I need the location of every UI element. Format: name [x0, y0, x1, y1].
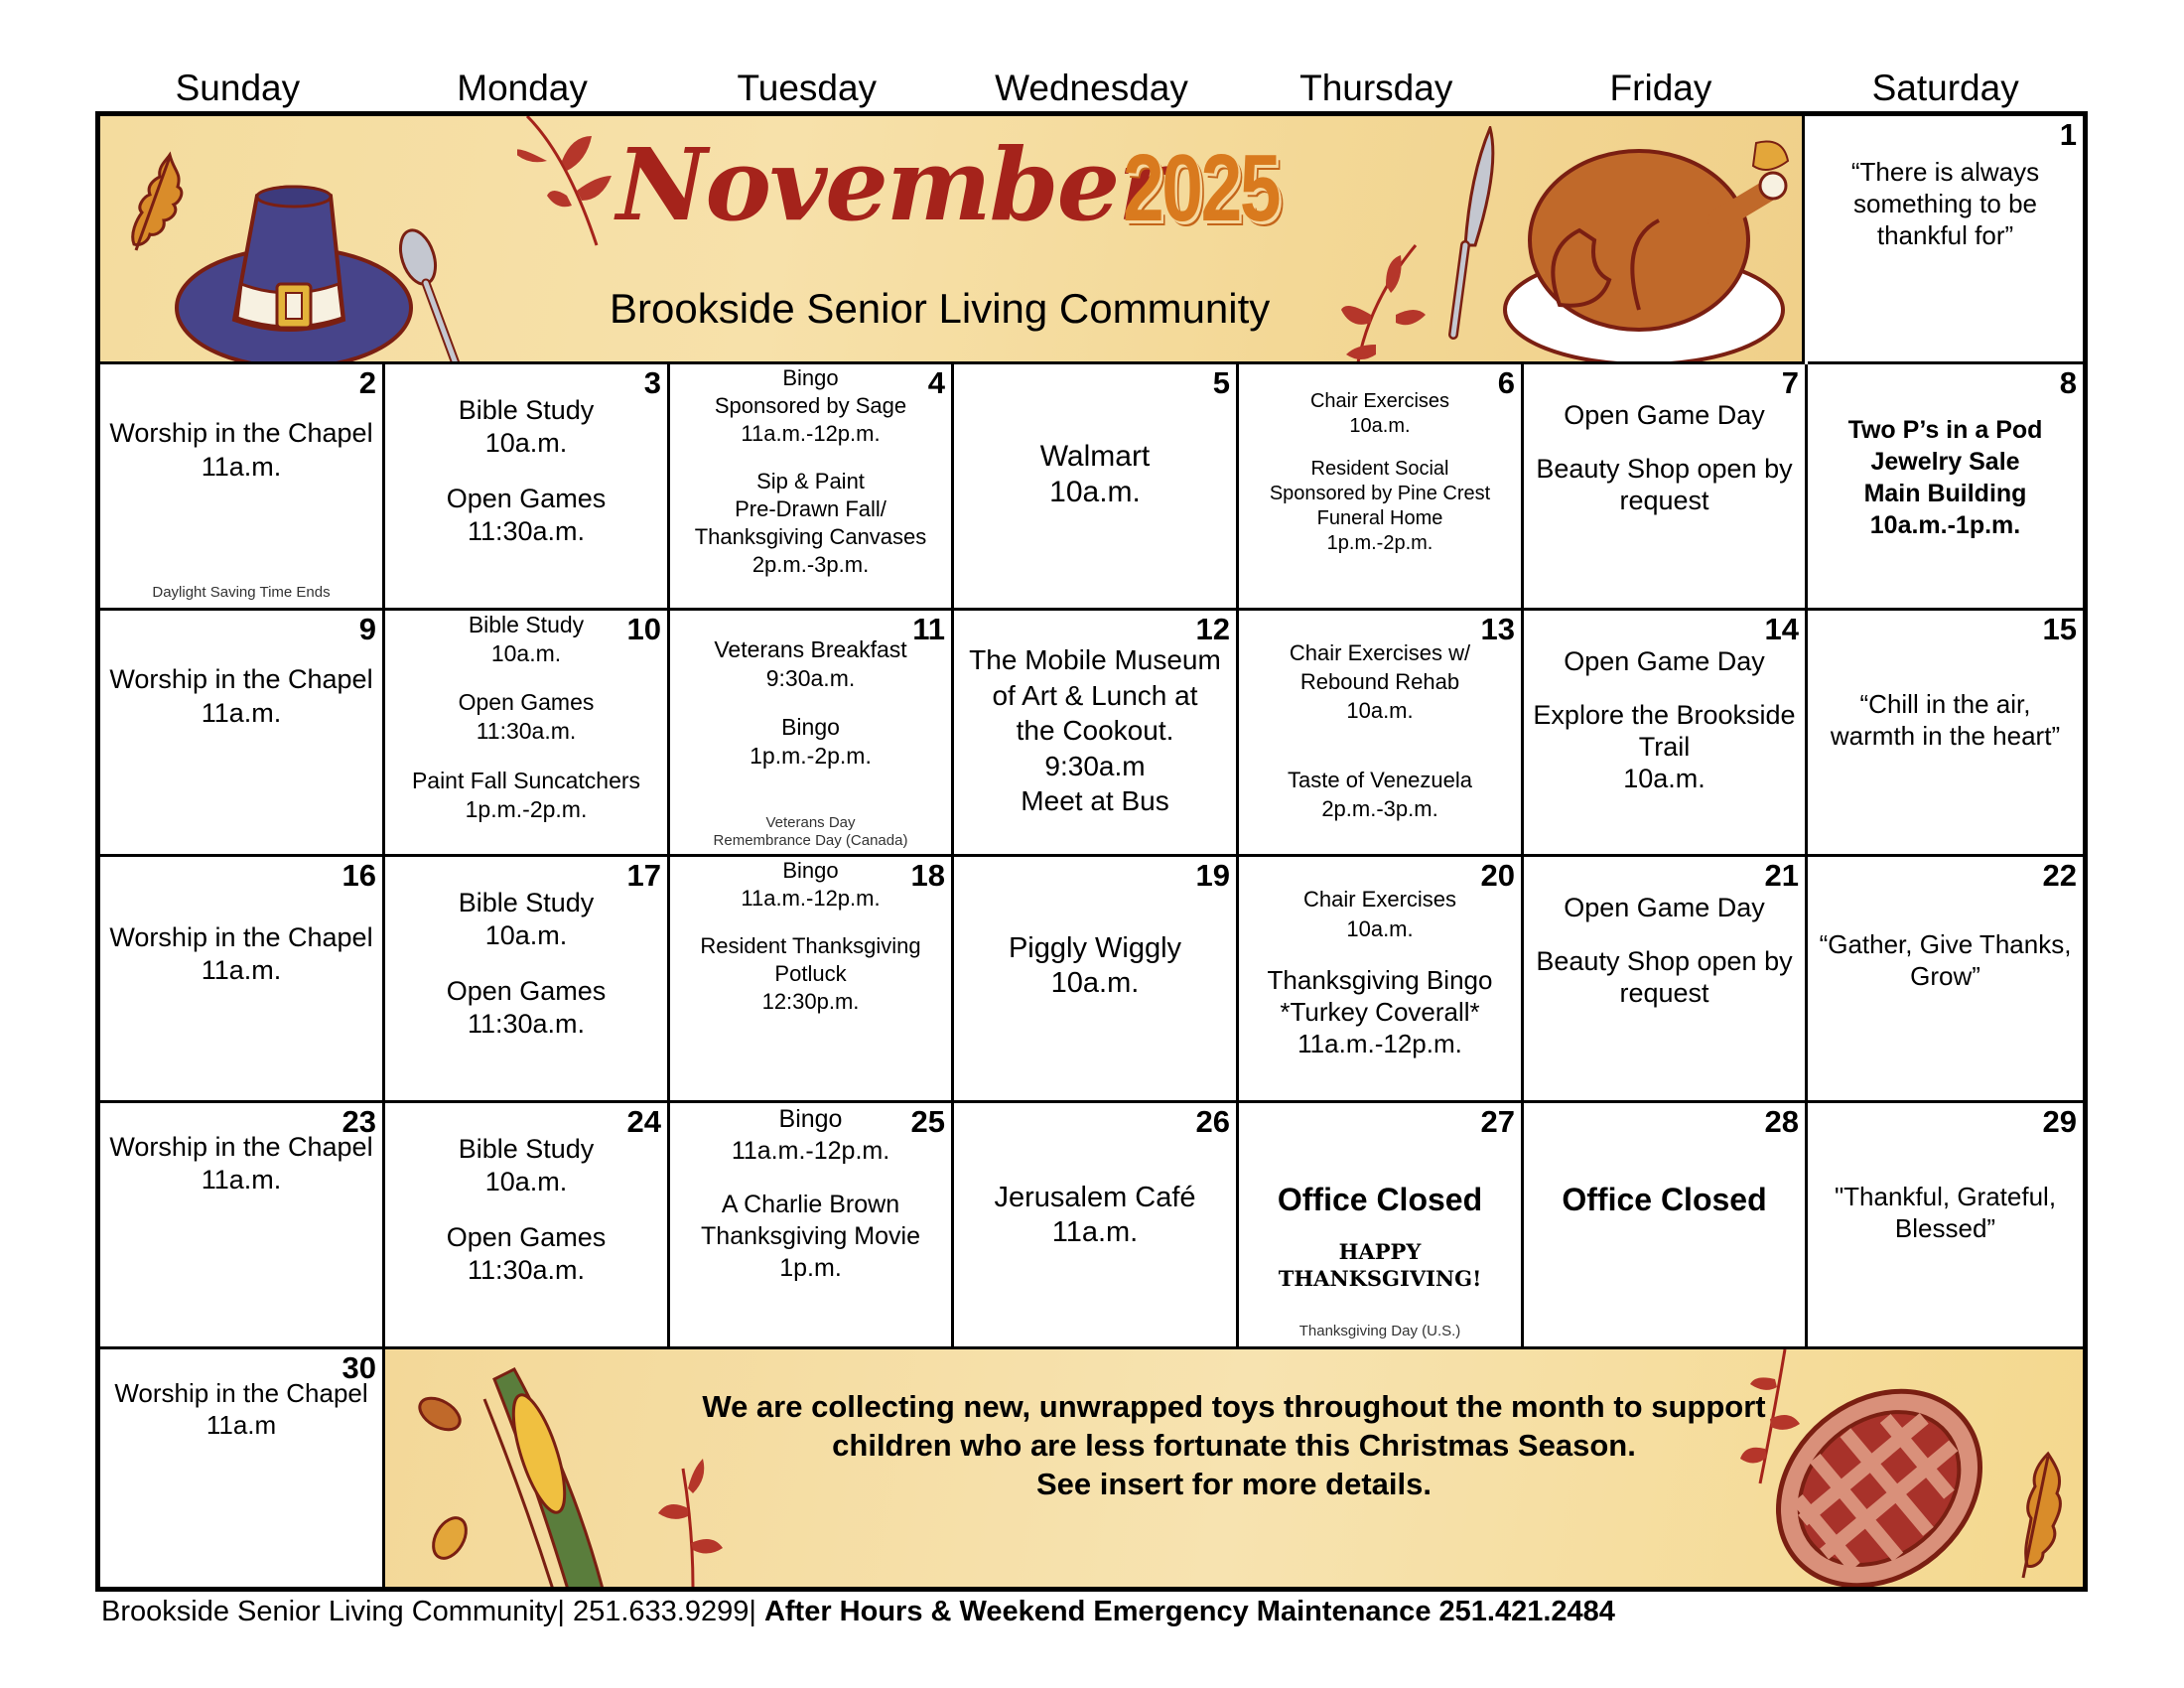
- event-line: Walmart: [1039, 440, 1151, 473]
- event-line: Open Games: [446, 484, 607, 514]
- day-number: 26: [1195, 1104, 1230, 1139]
- event-line: Thanksgiving Movie: [701, 1222, 920, 1251]
- event-line: Thanksgiving Bingo: [1267, 964, 1493, 995]
- greeting-line: HAPPY: [1338, 1239, 1422, 1264]
- title-banner: [100, 116, 1805, 364]
- day-number: 21: [1764, 858, 1799, 893]
- event-line: Sponsored by Pine Crest: [1269, 482, 1491, 504]
- weekday-header: [95, 66, 2088, 111]
- event-line: Worship in the Chapel: [109, 1132, 373, 1162]
- calendar-grid: [95, 111, 2088, 1592]
- event-line: Paint Fall Suncatchers: [411, 767, 641, 793]
- event-line: “Chill in the air,: [1859, 689, 2031, 719]
- day-events: [1241, 1103, 1519, 1346]
- day-number: 11: [912, 612, 945, 646]
- day-number: 29: [2042, 1104, 2077, 1139]
- event-line: Piggly Wiggly: [1008, 932, 1182, 964]
- day-events: [1241, 857, 1519, 1100]
- event-line: Meet at Bus: [1021, 785, 1169, 816]
- day-cell-14: [1524, 611, 1808, 857]
- event-line: Bible Study: [458, 888, 595, 917]
- spoon-icon: [398, 225, 497, 364]
- event-line: 11a.m.-12p.m.: [741, 886, 881, 911]
- branch-icon: [1316, 206, 1435, 364]
- day-number: 23: [341, 1104, 376, 1139]
- toy-drive-banner: [385, 1349, 2083, 1587]
- event-line: 11:30a.m.: [467, 1255, 586, 1286]
- event-line: Blessed”: [1894, 1213, 1996, 1243]
- thanksgiving-greeting: [1279, 1238, 1482, 1292]
- day-cell-4: [670, 364, 954, 611]
- day-number: 5: [1212, 365, 1230, 400]
- event-line: Beauty Shop open by: [1536, 946, 1793, 977]
- day-events: [1526, 611, 1803, 854]
- event-line: 11a.m.-12p.m.: [1297, 1028, 1462, 1058]
- day-number: 17: [626, 858, 661, 893]
- holiday-label: [670, 814, 951, 850]
- holiday-line: Veterans Day: [765, 814, 856, 831]
- day-number: 28: [1764, 1104, 1799, 1139]
- day-number: 3: [643, 365, 661, 400]
- day-number: 2: [358, 365, 376, 400]
- event-line: Trail: [1638, 732, 1691, 763]
- greeting-line: THANKSGIVING!: [1278, 1266, 1482, 1291]
- event-line: Jewelry Sale: [1870, 448, 2020, 476]
- footer-contact: [101, 1596, 1615, 1628]
- day-cell-7: [1524, 364, 1808, 611]
- event-line: Thanksgiving Canvases: [694, 523, 927, 549]
- event-line: 2p.m.-3p.m.: [1321, 795, 1438, 821]
- footer-emergency-phone: After Hours & Weekend Emergency Maintenance 251.421.2484: [763, 1596, 1615, 1627]
- event-line: 11a.m.: [201, 955, 282, 985]
- pilgrim-hat-icon: [170, 181, 428, 364]
- day-cell-23: [100, 1103, 385, 1349]
- event-line: Worship in the Chapel: [114, 1378, 368, 1408]
- day-cell-2: [100, 364, 385, 611]
- event-line: 1p.m.-2p.m.: [465, 795, 588, 822]
- day-cell-29: [1808, 1103, 2083, 1349]
- event-line: 10a.m.: [484, 920, 568, 950]
- oak-leaf-icon: [2013, 1449, 2068, 1583]
- event-line: Resident Thanksgiving: [700, 932, 921, 958]
- day-events: [102, 364, 380, 608]
- event-line: 11a.m: [205, 1410, 277, 1440]
- event-line: 10a.m.: [484, 1167, 568, 1196]
- weekday-monday: Monday: [457, 68, 588, 108]
- day-cell-6: [1239, 364, 1524, 611]
- day-events: [672, 1103, 949, 1346]
- event-line: the Cookout.: [1016, 715, 1174, 746]
- day-cell-8: [1808, 364, 2083, 611]
- day-cell-20: [1239, 857, 1524, 1103]
- weekday-sunday: Sunday: [175, 68, 301, 108]
- event-line: 10a.m.: [1050, 967, 1140, 999]
- day-cell-30: [100, 1349, 385, 1587]
- event-line: 11a.m.-12p.m.: [741, 421, 881, 446]
- day-events: [102, 1349, 380, 1587]
- event-line: something to be: [1852, 189, 2037, 218]
- event-line: Bible Study: [458, 395, 595, 425]
- event-line: Office Closed: [1562, 1182, 1767, 1217]
- day-number: 13: [1480, 612, 1515, 646]
- day-cell-24: [385, 1103, 670, 1349]
- knife-icon: [1435, 126, 1505, 345]
- event-line: Bingo: [782, 365, 839, 390]
- day-events: [102, 857, 380, 1100]
- event-line: Potluck: [774, 960, 847, 986]
- event-line: Worship in the Chapel: [109, 418, 373, 448]
- event-line: 11a.m.: [201, 698, 282, 728]
- day-number: 4: [927, 365, 945, 400]
- event-line: 12:30p.m.: [761, 988, 860, 1014]
- event-line: *Turkey Coverall*: [1280, 996, 1480, 1027]
- event-line: Worship in the Chapel: [109, 664, 373, 694]
- footer-main-phone: Brookside Senior Living Community| 251.633.9299|: [101, 1596, 764, 1627]
- day-number: 7: [1781, 365, 1799, 400]
- event-line: 10a.m.: [1346, 698, 1414, 723]
- event-line: Sponsored by Sage: [714, 393, 907, 418]
- day-number: 22: [2042, 858, 2077, 893]
- day-cell-25: [670, 1103, 954, 1349]
- event-line: Bingo: [778, 1105, 843, 1133]
- day-cell-16: [100, 857, 385, 1103]
- weekday-saturday: Saturday: [1871, 68, 2019, 108]
- day-number: 19: [1195, 858, 1230, 893]
- day-cell-27: [1239, 1103, 1524, 1349]
- event-line: Bingo: [781, 714, 840, 741]
- event-line: 11:30a.m.: [467, 516, 586, 547]
- day-number: 18: [910, 858, 945, 893]
- day-cell-5: [954, 364, 1239, 611]
- day-events: [1526, 364, 1803, 608]
- day-events: [1810, 364, 2081, 608]
- event-line: Funeral Home: [1316, 506, 1443, 529]
- oak-leaf-icon: [425, 1508, 479, 1563]
- day-cell-17: [385, 857, 670, 1103]
- day-events: [1526, 857, 1803, 1100]
- day-events: [387, 1103, 665, 1346]
- event-line: Open Game Day: [1564, 646, 1765, 676]
- event-line: Bible Study: [458, 1134, 595, 1164]
- event-line: warmth in the heart”: [1830, 721, 2061, 751]
- day-number: 1: [2059, 117, 2077, 152]
- day-events: [1810, 611, 2081, 854]
- holiday-label: Thanksgiving Day (U.S.): [1298, 1323, 1461, 1339]
- day-cell-19: [954, 857, 1239, 1103]
- day-cell-3: [385, 364, 670, 611]
- event-line: Chair Exercises: [1309, 390, 1450, 412]
- event-line: Sip & Paint: [756, 468, 865, 493]
- day-events: [102, 1103, 380, 1346]
- event-line: Worship in the Chapel: [109, 922, 373, 952]
- event-line: Jerusalem Café: [994, 1182, 1196, 1213]
- notice-line-3: See insert for more details.: [1036, 1467, 1432, 1501]
- day-cell-22: [1808, 857, 2083, 1103]
- event-line: Pre-Drawn Fall/: [735, 495, 887, 521]
- event-line: 11a.m.: [201, 1165, 282, 1195]
- event-line: 2p.m.-3p.m.: [751, 551, 870, 577]
- day-cell-28: [1524, 1103, 1808, 1349]
- day-events: [956, 611, 1234, 854]
- oak-leaf-icon: [415, 1394, 465, 1434]
- day-cell-15: [1808, 611, 2083, 857]
- event-line: 9:30a.m.: [765, 665, 856, 691]
- event-line: "Thankful, Grateful,: [1834, 1182, 2057, 1211]
- weekday-tuesday: Tuesday: [737, 68, 878, 108]
- event-line: “There is always: [1850, 157, 2040, 187]
- event-line: 10a.m.: [1623, 764, 1706, 794]
- event-line: 10a.m.: [1049, 476, 1141, 508]
- day-events: [1810, 857, 2081, 1100]
- day-events: [956, 364, 1234, 608]
- day-number: 24: [626, 1104, 661, 1139]
- event-line: thankful for”: [1876, 220, 2014, 250]
- event-line: request: [1619, 978, 1709, 1009]
- event-line: Taste of Venezuela: [1288, 767, 1472, 792]
- event-line: 10a.m.-1p.m.: [1869, 511, 2021, 539]
- day-number: 14: [1764, 612, 1799, 646]
- day-events: [387, 364, 665, 608]
- weekday-wednesday: Wednesday: [995, 68, 1188, 108]
- day-cell-26: [954, 1103, 1239, 1349]
- day-cell-12: [954, 611, 1239, 857]
- day-number: 10: [626, 612, 661, 646]
- day-events: [956, 1103, 1234, 1346]
- event-line: Beauty Shop open by: [1536, 454, 1793, 485]
- day-events: [1810, 1103, 2081, 1346]
- event-line: 10a.m.: [1349, 415, 1411, 437]
- event-line: Open Game Day: [1564, 893, 1765, 922]
- event-line: of Art & Lunch at: [992, 679, 1198, 711]
- community-subtitle: Brookside Senior Living Community: [610, 285, 1271, 332]
- event-line: Rebound Rehab: [1299, 669, 1460, 694]
- event-line: 10a.m.: [484, 428, 568, 458]
- event-line: 11a.m.: [201, 452, 282, 482]
- event-line: A Charlie Brown: [721, 1191, 900, 1219]
- day-cell-9: [100, 611, 385, 857]
- event-line: Veterans Breakfast: [714, 636, 907, 662]
- holiday-line: Remembrance Day (Canada): [713, 832, 908, 849]
- day-number: 15: [2042, 612, 2077, 646]
- event-line: Office Closed: [1277, 1182, 1483, 1217]
- day-events: [102, 611, 380, 854]
- day-number: 6: [1497, 365, 1515, 400]
- event-line: 9:30a.m: [1044, 750, 1146, 781]
- event-line: The Mobile Museum: [969, 644, 1221, 675]
- event-line: Bible Study: [468, 612, 585, 637]
- event-line: Main Building: [1863, 480, 2027, 507]
- day-cell-11: [670, 611, 954, 857]
- notice-line-1: We are collecting new, unwrapped toys throughout the month to support: [702, 1389, 1766, 1424]
- day-events: [672, 857, 949, 1100]
- roast-turkey-icon: [1500, 131, 1803, 364]
- weekday-friday: Friday: [1609, 68, 1712, 108]
- event-line: “Gather, Give Thanks,: [1819, 929, 2072, 959]
- lattice-pie-icon: [1750, 1359, 2008, 1587]
- day-cell-1: [1808, 116, 2083, 364]
- day-cell-18: [670, 857, 954, 1103]
- day-events: [1241, 364, 1519, 608]
- day-events: [1241, 611, 1519, 854]
- event-line: Chair Exercises w/: [1289, 640, 1471, 665]
- month-title: November: [616, 126, 1168, 243]
- event-line: 1p.m.-2p.m.: [750, 743, 872, 770]
- event-line: Open Games: [458, 689, 595, 716]
- event-line: Resident Social: [1310, 457, 1449, 480]
- day-events: [1526, 1103, 1803, 1346]
- event-line: Two P’s in a Pod: [1847, 416, 2043, 444]
- holiday-label: Daylight Saving Time Ends: [152, 584, 331, 601]
- day-events: [956, 857, 1234, 1100]
- day-number: 25: [910, 1104, 945, 1139]
- event-line: Open Game Day: [1564, 400, 1765, 430]
- event-line: Open Games: [446, 976, 607, 1007]
- notice-line-2: children who are less fortunate this Christmas Season.: [832, 1428, 1636, 1463]
- event-line: 11a.m.-12p.m.: [731, 1137, 890, 1165]
- day-number: 30: [341, 1350, 376, 1385]
- day-cell-10: [385, 611, 670, 857]
- day-events: [672, 364, 949, 608]
- event-line: 11a.m.: [1051, 1216, 1139, 1248]
- day-number: 12: [1195, 612, 1230, 646]
- event-line: Chair Exercises: [1302, 887, 1457, 912]
- day-events: [387, 857, 665, 1100]
- event-line: 1p.m.: [779, 1254, 842, 1283]
- event-line: request: [1619, 486, 1709, 516]
- event-line: Grow”: [1910, 961, 1980, 991]
- day-number: 20: [1480, 858, 1515, 893]
- day-events: [387, 611, 665, 854]
- day-number: 9: [358, 612, 376, 646]
- year-title: 2025: [1123, 135, 1280, 241]
- toy-drive-notice: [534, 1387, 1934, 1503]
- day-number: 16: [341, 858, 376, 893]
- event-line: Bingo: [782, 858, 839, 883]
- day-cell-13: [1239, 611, 1524, 857]
- event-line: Open Games: [446, 1222, 607, 1253]
- event-line: 1p.m.-2p.m.: [1326, 531, 1433, 554]
- weekday-thursday: Thursday: [1299, 68, 1453, 108]
- event-line: 11:30a.m.: [467, 1009, 586, 1040]
- day-number: 8: [2059, 365, 2077, 400]
- day-events: [1810, 116, 2081, 361]
- event-line: 10a.m.: [1346, 915, 1414, 941]
- event-line: 11:30a.m.: [476, 718, 577, 745]
- event-line: Explore the Brookside: [1533, 700, 1796, 731]
- event-line: 10a.m.: [490, 640, 562, 666]
- day-cell-21: [1524, 857, 1808, 1103]
- day-number: 27: [1480, 1104, 1515, 1139]
